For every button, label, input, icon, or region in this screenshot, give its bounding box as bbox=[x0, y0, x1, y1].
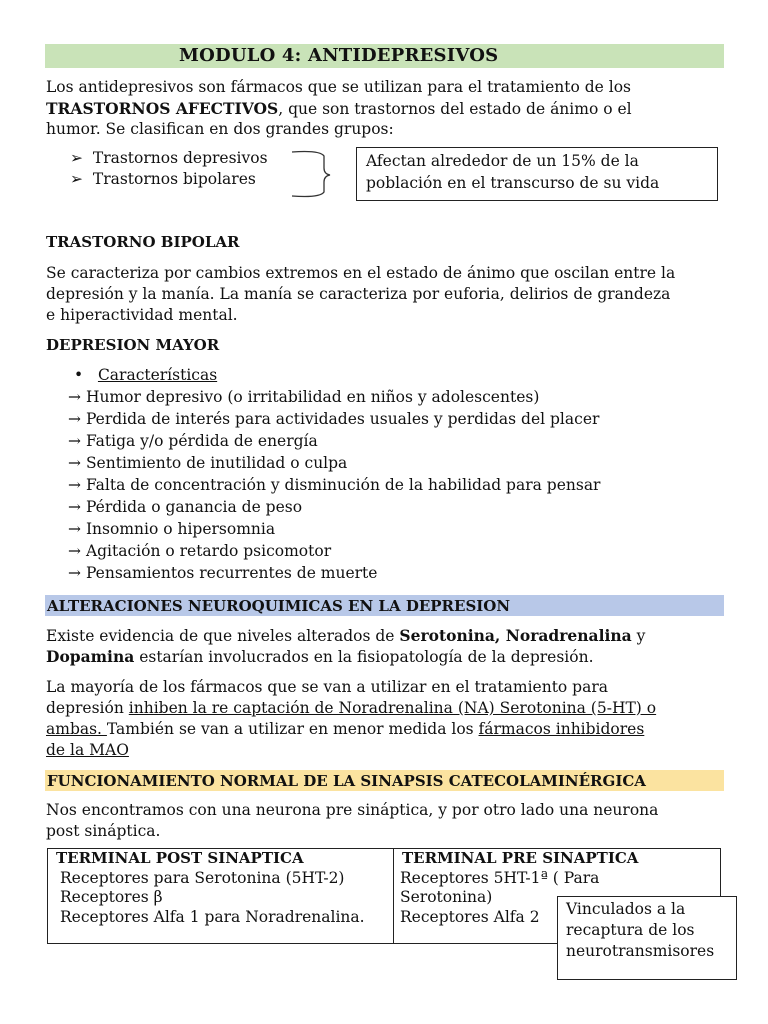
symptom-label: Pérdida o ganancia de peso bbox=[85, 498, 303, 516]
reuptake-note-box bbox=[557, 896, 737, 980]
symptom-item bbox=[68, 542, 331, 560]
bipolar-line: e hiperactividad mental. bbox=[46, 306, 238, 324]
arrowhead-bullet-icon: ➢ bbox=[70, 170, 83, 188]
receptor-item: Serotonina) bbox=[400, 888, 493, 906]
synapse-heading: FUNCIONAMIENTO NORMAL DE LA SINAPSIS CATECOLAMINÉRGICA bbox=[47, 772, 646, 790]
right-arrow-icon: → bbox=[68, 388, 81, 406]
characteristics-bullet bbox=[74, 366, 217, 384]
bipolar-line: Se caracteriza por cambios extremos en el estado de ánimo que oscilan entre la bbox=[46, 264, 676, 282]
right-arrow-icon: → bbox=[68, 476, 81, 494]
right-arrow-icon: → bbox=[68, 454, 81, 472]
underlined-text: inhiben la re captación de Noradrenalina (NA) Serotonina (5-HT) o bbox=[128, 699, 657, 717]
symptom-item bbox=[68, 476, 600, 494]
right-brace-icon bbox=[290, 148, 332, 200]
right-arrow-icon: → bbox=[68, 564, 81, 582]
neurotransmitters-bold: Serotonina, Noradrenalina bbox=[399, 626, 632, 645]
depression-heading: DEPRESION MAYOR bbox=[46, 336, 220, 354]
neuro-p2-line4 bbox=[46, 740, 129, 761]
symptom-label: Fatiga y/o pérdida de energía bbox=[85, 432, 318, 450]
symptom-item bbox=[68, 432, 318, 450]
underlined-text: ambas. bbox=[46, 720, 107, 738]
underlined-text: de la MAO bbox=[46, 741, 129, 759]
synapse-line: Nos encontramos con una neurona pre sináptica, y por otro lado una neurona bbox=[46, 801, 659, 819]
note-line: población en el transcurso de su vida bbox=[366, 174, 660, 192]
receptor-item: Receptores para Serotonina (5HT-2) bbox=[60, 868, 345, 887]
underlined-text: fármacos inhibidores bbox=[478, 720, 645, 738]
text-run: estarían involucrados en la fisiopatología de la depresión. bbox=[134, 648, 594, 666]
intro-line-2-rest: , que son trastornos del estado de ánimo o el bbox=[278, 100, 632, 118]
symptom-label: Falta de concentración y disminución de la habilidad para pensar bbox=[85, 476, 601, 494]
text-run: También se van a utilizar en menor medida los bbox=[106, 720, 479, 738]
right-arrow-icon: → bbox=[68, 520, 81, 538]
group-label: Trastornos depresivos bbox=[92, 149, 268, 167]
symptom-label: Humor depresivo (o irritabilidad en niños y adolescentes) bbox=[85, 388, 540, 406]
note-line: Vinculados a la bbox=[566, 900, 686, 918]
bipolar-heading: TRASTORNO BIPOLAR bbox=[46, 233, 240, 251]
pre-synaptic-title: TERMINAL PRE SINAPTICA bbox=[402, 849, 639, 867]
group-label: Trastornos bipolares bbox=[92, 170, 256, 188]
intro-line-1: Los antidepresivos son fármacos que se utilizan para el tratamiento de los bbox=[46, 78, 631, 96]
neuro-p2-line1: La mayoría de los fármacos que se van a utilizar en el tratamiento para bbox=[46, 678, 608, 696]
synapse-banner bbox=[45, 770, 724, 791]
note-line: recaptura de los bbox=[566, 921, 695, 939]
symptom-label: Insomnio o hipersomnia bbox=[85, 520, 276, 538]
arrowhead-bullet-icon: ➢ bbox=[70, 149, 83, 167]
group-item bbox=[70, 149, 268, 167]
symptom-item bbox=[68, 454, 347, 472]
symptom-item bbox=[68, 564, 377, 582]
symptom-item bbox=[68, 410, 599, 428]
text-run: depresión bbox=[46, 699, 129, 717]
note-line: Afectan alrededor de un 15% de la bbox=[366, 152, 639, 170]
dopamine-bold: Dopamina bbox=[46, 647, 135, 666]
intro-bold-term: TRASTORNOS AFECTIVOS bbox=[46, 99, 279, 118]
neuro-p1-line1 bbox=[46, 625, 645, 647]
receptor-item: Receptores Alfa 1 para Noradrenalina. bbox=[60, 907, 365, 926]
neuro-heading: ALTERACIONES NEUROQUIMICAS EN LA DEPRESION bbox=[47, 597, 511, 615]
receptor-item: Receptores 5HT-1ª ( Para bbox=[400, 868, 600, 887]
intro-line-2 bbox=[46, 98, 632, 120]
bipolar-line: depresión y la manía. La manía se caracteriza por euforia, delirios de grandeza bbox=[46, 285, 671, 303]
characteristics-label: Características bbox=[97, 366, 218, 384]
group-item bbox=[70, 170, 256, 188]
post-synaptic-title: TERMINAL POST SINAPTICA bbox=[56, 849, 304, 867]
right-arrow-icon: → bbox=[68, 498, 81, 516]
dot-bullet-icon: • bbox=[74, 366, 84, 384]
receptor-item: Receptores Alfa 2 bbox=[400, 907, 540, 926]
text-run: Existe evidencia de que niveles alterados de bbox=[46, 627, 400, 645]
symptom-item bbox=[68, 520, 275, 538]
post-synaptic-cell bbox=[48, 849, 394, 944]
symptom-label: Sentimiento de inutilidad o culpa bbox=[85, 454, 348, 472]
right-arrow-icon: → bbox=[68, 410, 81, 428]
title-banner bbox=[45, 44, 724, 68]
intro-line-3: humor. Se clasifican en dos grandes grupos: bbox=[46, 120, 394, 138]
groups-note-box bbox=[356, 147, 718, 201]
symptom-label: Agitación o retardo psicomotor bbox=[85, 542, 332, 560]
neuro-p2-line2 bbox=[46, 698, 656, 719]
neuro-p2-line3 bbox=[46, 719, 644, 740]
right-arrow-icon: → bbox=[68, 432, 81, 450]
symptom-item bbox=[68, 498, 302, 516]
neuro-p1-line2 bbox=[46, 646, 594, 668]
page-title: MODULO 4: ANTIDEPRESIVOS bbox=[179, 45, 499, 66]
text-run: y bbox=[631, 627, 646, 645]
neuro-banner bbox=[45, 595, 724, 616]
symptom-item bbox=[68, 388, 539, 406]
symptom-label: Perdida de interés para actividades usuales y perdidas del placer bbox=[85, 410, 600, 428]
right-arrow-icon: → bbox=[68, 542, 81, 560]
synapse-line: post sináptica. bbox=[46, 822, 161, 840]
note-line: neurotransmisores bbox=[566, 942, 715, 960]
receptor-item: Receptores β bbox=[60, 888, 163, 906]
symptom-label: Pensamientos recurrentes de muerte bbox=[85, 564, 378, 582]
